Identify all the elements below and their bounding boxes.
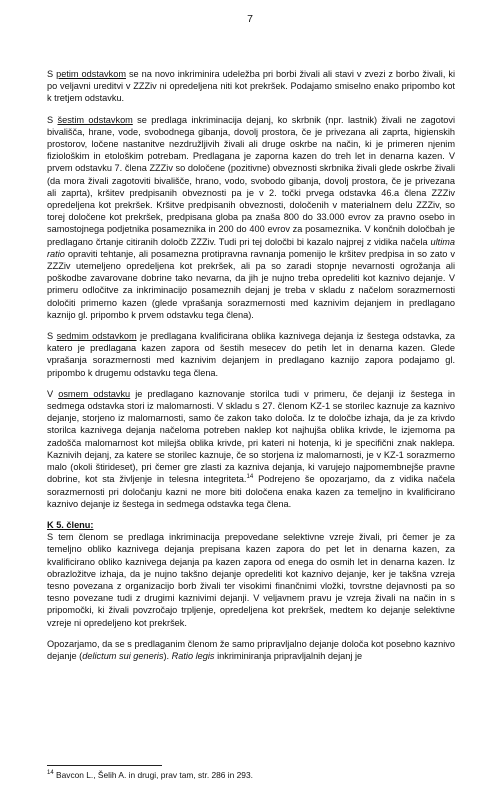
subsection-reference: šestim odstavkom <box>57 114 133 125</box>
page-number: 7 <box>247 13 253 25</box>
latin-term: Ratio legis <box>171 650 215 661</box>
page-body <box>47 68 455 671</box>
footnote <box>47 770 455 780</box>
paragraph-sixth-subsection: S šestim odstavkom se predlaga inkriminacija dejanj, ko skrbnik (npr. lastnik) živali ne zagotovi bivališča, hrane, vode, svobodnega gibanja, dovolj prostora, če je privezana ali zaprta, higienskih prostorov, ločene nastanitve nezdružljivih živali ali druge oskrbe na način, ki je primeren njenim fiziološkim in etološkim potrebam. Predlagana je zaporna kazen do treh let in denarna kazen. V prvem odstavku 7. člena ZZZiv so določene (pozitivne) obveznosti skrbnika živali glede oskrbe živali (da mora živali zagotoviti bivališče, hrano, vodo, svobodo gibanja, dovolj prostora, če je privezana ali zaprta), kršitev predpisanih obveznosti pa je v 2. točki prvega odstavka 46.a člena ZZZiv opredeljena kot prekršek. Kršitve predpisanih obveznosti, določenih v materialnem delu ZZZiv, so torej določene kot prekršek, predpisana globa pa znaša 800 do 33.000 evrov za pravno osebo in samostojnega podjetnika posameznika in 200 do 400 evrov za posameznika. V končnih določbah je predlagano črtanje citiranih določb ZZZiv. Tudi pri tej določbi bi kazalo najprej z vidika načela ultima ratio opraviti tehtanje, ali posamezna protipravna ravnanja pomenijo le kršitev predpisa in so zato v ZZZiv utemeljeno opredeljena kot prekršek, ali pa so zaradi stopnje nevarnosti ogrožanja ali poškodbe zavarovane dobrine tako nevarna, da jih je nujno treba opredeliti kot kaznivo dejanje. V primeru odločitve za inkriminacijo posameznih dejanj je treba v skladu z načelom sorazmernosti določiti primerno kazen (glede vprašanja sorazmernosti med kaznivim dejanjem in predlagano kaznijo gl. pripombo k prvem odstavku tega člena). <box>47 114 455 320</box>
paragraph-fifth-subsection: S petim odstavkom se na novo inkriminira udeležba pri borbi živali ali stavi v zvezi z borbo živali, ki po veljavni ureditvi v ZZZiv ni opredeljena niti kot prekršek. Podajamo smiselno enako pripombo kot k tretjem odstavku. <box>47 69 455 104</box>
paragraph-article-5: S tem členom se predlaga inkriminacija prepovedane selektivne vzreje živali, pri čemer je za temeljno obliko kaznivega dejanja prepisana kazen zapora do pet let in denarna kazen, za kvalificirano obliko kaznivega dejanja pa kazen zapora od enega do osmih let in denarna kazen. Iz obrazložitve izhaja, da je nujno takšno dejanje opredeliti kot kaznivo dejanje, ker je takšna vzreja tesno povezana z organizacijo borb živali ter visokimi finančnimi vložki, tovrstne dejavnosti pa so tesno povezane tudi z drugimi kaznivimi dejanji. V veljavnem pravu je vzreja živali na način in s pripomočki, ki živali povzročajo trpljenje, opredeljena kot prekršek, medtem ko dejanje selektivne vzreje ni opredeljeno kot prekršek. <box>47 532 455 628</box>
latin-term: ultima ratio <box>47 236 455 259</box>
footnote-text: Bavcon L., Šelih A. in drugi, prav tam, str. 286 in 293. <box>53 770 253 780</box>
paragraph-seventh-subsection: S sedmim odstavkom je predlagana kvalificirana oblika kaznivega dejanja iz šestega odstavka, za katero je predlagana kazen zapora od šestih mesecev do petih let in denarna kazen. Glede vprašanja sorazmernosti med kaznivim dejanjem in predlagano kaznijo zapora podajamo gl. pripombo k drugemu odstavku tega člena. <box>47 331 456 378</box>
footnote-number: 14 <box>47 770 54 777</box>
subsection-reference: osmem odstavku <box>58 388 131 399</box>
footnote-divider <box>47 765 162 766</box>
latin-term: delictum sui generis <box>82 650 164 661</box>
footnote-reference: 14 <box>246 474 254 481</box>
paragraph-article-5-note: Opozarjamo, da se s predlaganim členom že samo pripravljalno dejanje določa kot posebno kaznivo dejanje (delictum sui generis). Ratio legis inkriminiranja pripravljalnih dejanj je <box>47 638 455 661</box>
subsection-reference: petim odstavkom <box>56 69 126 79</box>
section-heading: K 5. členu: <box>47 519 94 530</box>
subsection-reference: sedmim odstavkom <box>56 331 137 342</box>
paragraph-eighth-subsection: V osmem odstavku je predlagano kaznovanje storilca tudi v primeru, če dejanji iz šestega in sedmega odstavka stori iz malomarnosti. V skladu s 27. členom KZ-1 se storilec kaznuje za kaznivo dejanje, storjeno iz malomarnosti, samo če zakon tako določa. Iz te določbe izhaja, da je za krivdo storilca kaznivega dejanja načeloma potreben naklep kot najhujša oblika krivde, le izjemoma pa zadošča malomarnost kot milejša oblika krivde, pri kateri ni hotenja, ki je specifični znak naklepa. Kaznivih dejanj, za katere se storilec kaznuje, če so storjena iz malomarnosti, je v KZ-1 sorazmerno malo (okoli štirideset), pri čemer gre zlasti za kazniva dejanja, ki varujejo najpomembnejše pravne dobrine, kot sta življenje in telesna integriteta.$^{14}$ Podrejeno še opozarjamo, da z vidika načela sorazmernosti pri določanju kazni ne more biti določena enaka kazen za temeljno in kvalificirano kaznivo dejanje iz šestega in sedmega odstavka tega člena. <box>47 388 455 509</box>
